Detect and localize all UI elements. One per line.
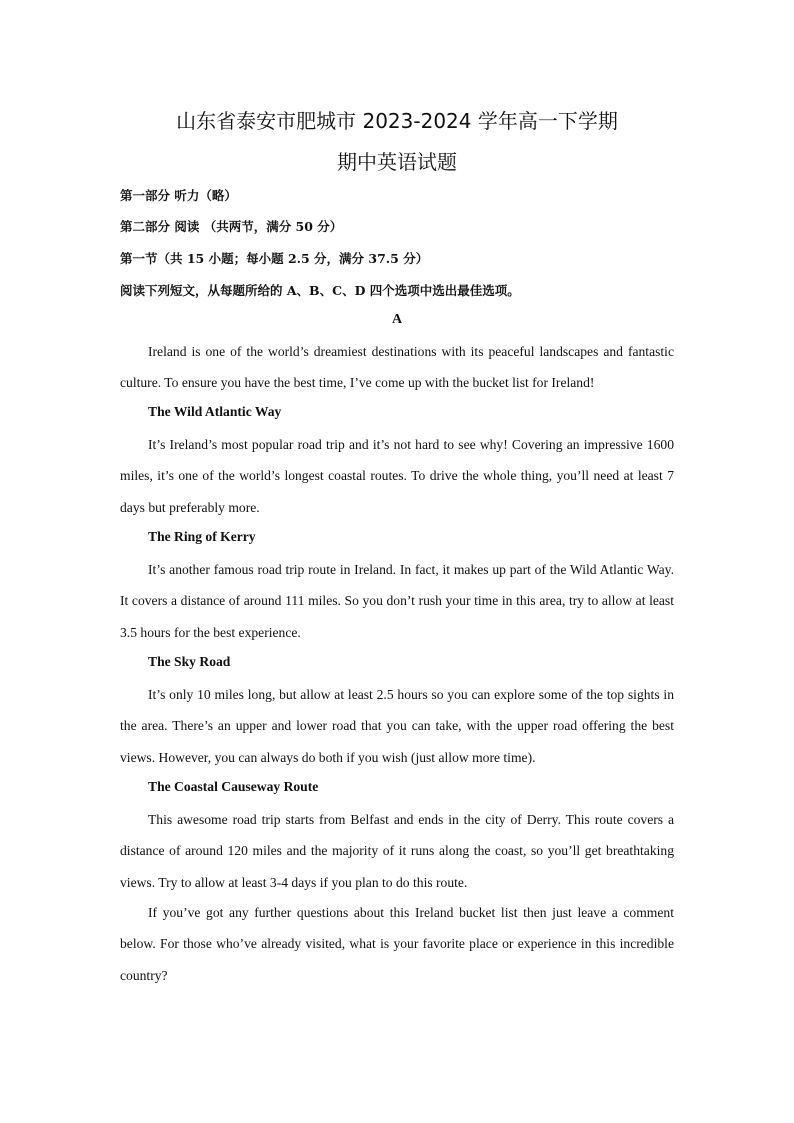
reading-instruction: 阅读下列短文，从每题所给的 A、B、C、D 四个选项中选出最佳选项。 [120,283,520,298]
page-subtitle: 期中英语试题 [337,150,457,174]
paragraph-wild-atlantic-way: It’s Ireland’s most popular road trip and it’s not hard to see why! Covering an impressive 1600 miles, it’s one of the world’s longest coastal routes. To drive the whole thing, you’ll need at least 7 days but preferably more. [120,437,674,515]
heading-wild-atlantic-way: The Wild Atlantic Way [148,404,282,419]
part2-heading: 第二部分 阅读 （共两节，满分 50 分） [120,219,343,234]
passage-closing: If you’ve got any further questions about this Ireland bucket list then just leave a comment below. For those who’ve already visited, what is your favorite place or experience in this incredible country? [120,905,674,983]
page-title: 山东省泰安市肥城市 2023-2024 学年高一下学期 [176,109,618,133]
paragraph-ring-of-kerry: It’s another famous road trip route in Ireland. In fact, it makes up part of the Wild Atlantic Way. It covers a distance of around 111 miles. So you don’t rush your time in this area, try to allow at least 3.5 hours for the best experience. [120,562,674,640]
paragraph-coastal-causeway-route: This awesome road trip starts from Belfast and ends in the city of Derry. This route covers a distance of around 120 miles and the majority of it runs along the coast, so you’ll get breathtaking views. Try to allow at least 3-4 days if you plan to do this route. [120,812,674,890]
heading-coastal-causeway-route: The Coastal Causeway Route [148,779,319,794]
passage-intro: Ireland is one of the world’s dreamiest destinations with its peaceful landscapes and fantastic culture. To ensure you have the best time, I’ve come up with the bucket list for Ireland! [120,344,674,391]
passage-letter: A [391,312,403,327]
heading-sky-road: The Sky Road [148,654,231,669]
paragraph-sky-road: It’s only 10 miles long, but allow at least 2.5 hours so you can explore some of the top sights in the area. There’s an upper and lower road that you can take, with the upper road offering the best views. However, you can always do both if you wish (just allow more time). [120,687,674,765]
heading-ring-of-kerry: The Ring of Kerry [148,529,256,544]
part1-heading: 第一部分 听力（略） [120,188,237,203]
section1-heading: 第一节（共 15 小题；每小题 2.5 分，满分 37.5 分） [120,251,429,266]
